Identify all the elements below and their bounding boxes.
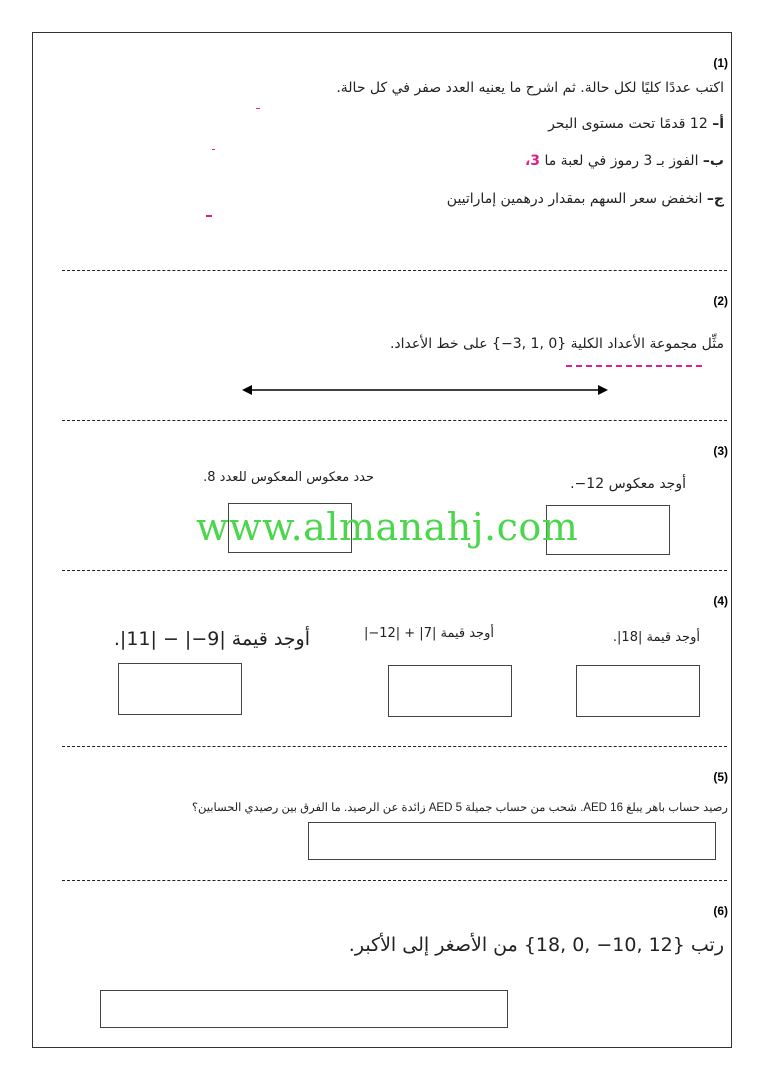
question-1-item-c (447, 191, 724, 207)
separator (62, 420, 727, 421)
question-3-number: (3) (713, 444, 728, 458)
question-3-right-text: أوجد معكوس 12−. (570, 476, 686, 492)
question-4-left-text: أوجد قيمة |9−| − |11|. (113, 628, 310, 650)
separator (62, 880, 727, 881)
answer-box-q5[interactable] (308, 822, 716, 860)
separator (62, 746, 727, 747)
question-1-number: (1) (713, 56, 728, 70)
question-1-instruction: اكتب عددًا كليًا لكل حالة. ثم اشرح ما يعنيه العدد صفر في كل حالة. (336, 80, 724, 96)
question-4-right-text: أوجد قيمة |18|. (612, 630, 700, 645)
item-b-text: الفوز بـ 3 رموز في لعبة ما (544, 153, 699, 169)
separator (62, 570, 727, 571)
question-2-number: (2) (713, 294, 728, 308)
pink-mark (206, 215, 212, 217)
question-4-number: (4) (713, 594, 728, 608)
question-5-number: (5) (713, 770, 728, 784)
question-1-item-b (525, 153, 724, 169)
question-6-number: (6) (713, 904, 728, 918)
answer-box-q4-left[interactable] (118, 663, 242, 715)
question-3-left-text: حدد معكوس المعكوس للعدد 8. (203, 470, 374, 485)
item-b-label: ب– (702, 153, 724, 169)
question-6-text: رتب {12 ,10− ,0 ,18} من الأصغر إلى الأكبر. (348, 934, 724, 956)
item-c-text: انخفض سعر السهم بمقدار درهمين إماراتيين (446, 191, 703, 207)
pink-underline (566, 365, 706, 367)
item-a-text: 12 قدمًا تحت مستوى البحر (548, 116, 708, 132)
answer-box-q4-middle[interactable] (388, 665, 512, 717)
question-1-item-a (548, 116, 724, 132)
answer-box-q4-right[interactable] (576, 665, 700, 717)
separator (62, 270, 727, 271)
question-4-middle-text: أوجد قيمة |7| + |12−| (363, 626, 494, 641)
watermark-text: www.almanahj.com (196, 505, 579, 549)
item-c-label: ج– (706, 191, 724, 207)
item-a-label: أ– (712, 116, 724, 132)
question-2-text: مثِّل مجموعة الأعداد الكلية {0 ,1 ,3−} على خط الأعداد. (389, 336, 724, 352)
question-5-text: رصيد حساب باهر يبلغ AED 16. شحب من حساب جميلة AED 5 زائدة عن الرصيد. ما الفرق بين رصيدي الحسابين؟ (191, 802, 728, 814)
pink-mark (212, 149, 215, 150)
item-b-suffix: 3، (524, 153, 541, 169)
pink-mark (256, 108, 260, 109)
number-line-arrow (240, 380, 610, 400)
answer-box-q6[interactable] (100, 990, 508, 1028)
